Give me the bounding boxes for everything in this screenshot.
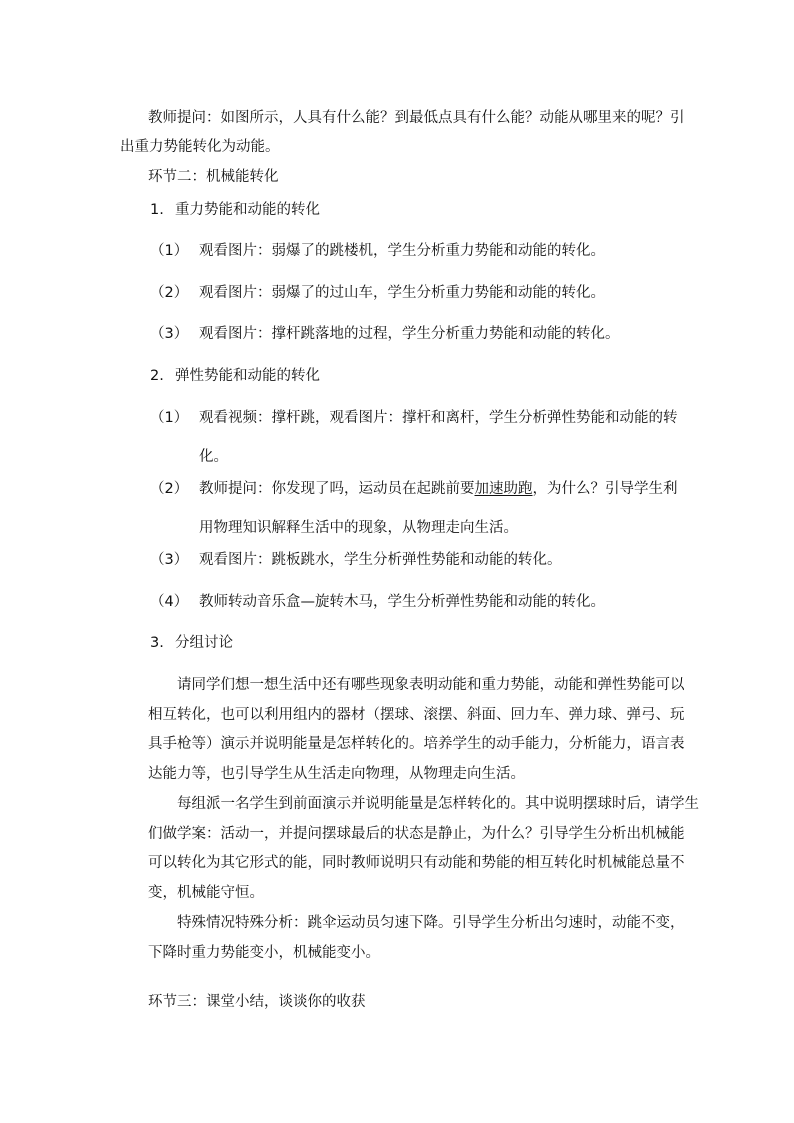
list-item-number: （2） <box>150 481 189 497</box>
list-item-number: （3） <box>150 326 189 342</box>
paragraph-line: 下降时重力势能变小，机械能变小。 <box>148 945 380 961</box>
list-item-number: （4） <box>150 594 189 610</box>
subsection-number: 3. <box>150 635 164 651</box>
list-item: 观看图片：撑杆跳落地的过程，学生分析重力势能和动能的转化。 <box>199 326 620 342</box>
list-item: 观看图片：弱爆了的跳楼机，学生分析重力势能和动能的转化。 <box>199 243 605 259</box>
paragraph-line: 可以转化为其它形式的能，同时教师说明只有动能和势能的相互转化时机械能总量不 <box>148 855 685 871</box>
paragraph-line: 们做学案：活动一，并提问摆球最后的状态是静止，为什么？引导学生分析出机械能 <box>148 826 685 842</box>
list-item-number: （1） <box>150 243 189 259</box>
text-segment: 教师提问：你发现了吗，运动员在起跳前要 <box>199 481 475 497</box>
list-item-number: （2） <box>150 285 189 301</box>
paragraph-line: 具手枪等）演示并说明能量是怎样转化的。培养学生的动手能力，分析能力，语言表 <box>148 736 685 752</box>
list-item-line-2: 用物理知识解释生活中的现象，从物理走向生活。 <box>199 520 518 536</box>
list-item: 观看图片：弱爆了的过山车，学生分析重力势能和动能的转化。 <box>199 285 605 301</box>
paragraph-line: 变，机械能守恒。 <box>148 885 264 901</box>
list-item-number: （3） <box>150 552 189 568</box>
underlined-phrase: 加速助跑 <box>474 481 533 497</box>
subsection-title: 弹性势能和动能的转化 <box>175 368 320 384</box>
text-segment: ，为什么？引导学生利 <box>532 481 678 497</box>
intro-line-2: 出重力势能转化为动能。 <box>120 139 280 155</box>
subsection-title: 重力势能和动能的转化 <box>175 202 320 218</box>
subsection-title: 分组讨论 <box>175 635 233 651</box>
list-item-line-1 <box>199 479 678 499</box>
subsection-number: 1. <box>150 202 164 218</box>
paragraph-line: 特殊情况特殊分析：跳伞运动员匀速下降。引导学生分析出匀速时，动能不变， <box>177 915 685 931</box>
list-item: 观看图片：跳板跳水，学生分析弹性势能和动能的转化。 <box>199 552 562 568</box>
section-heading: 环节二：机械能转化 <box>148 169 279 185</box>
paragraph-line: 每组派一名学生到前面演示并说明能量是怎样转化的。其中说明摆球时后，请学生 <box>177 796 699 812</box>
subsection-number: 2. <box>150 368 164 384</box>
list-item-number: （1） <box>150 410 189 426</box>
list-item-line-2: 化。 <box>199 449 228 465</box>
paragraph-line: 达能力等，也引导学生从生活走向物理，从物理走向生活。 <box>148 766 525 782</box>
paragraph-line: 请同学们想一想生活中还有哪些现象表明动能和重力势能，动能和弹性势能可以 <box>177 677 685 693</box>
intro-line-1: 教师提问：如图所示，人具有什么能？到最低点具有什么能？动能从哪里来的呢？引 <box>148 110 685 126</box>
list-item-line-1: 观看视频：撑杆跳，观看图片：撑杆和离杆，学生分析弹性势能和动能的转 <box>199 410 678 426</box>
section-heading: 环节三：课堂小结，谈谈你的收获 <box>148 994 366 1010</box>
paragraph-line: 相互转化，也可以利用组内的器材（摆球、滚摆、斜面、回力车、弹力球、弹弓、玩 <box>148 707 685 723</box>
list-item: 教师转动音乐盒—旋转木马，学生分析弹性势能和动能的转化。 <box>199 594 605 610</box>
